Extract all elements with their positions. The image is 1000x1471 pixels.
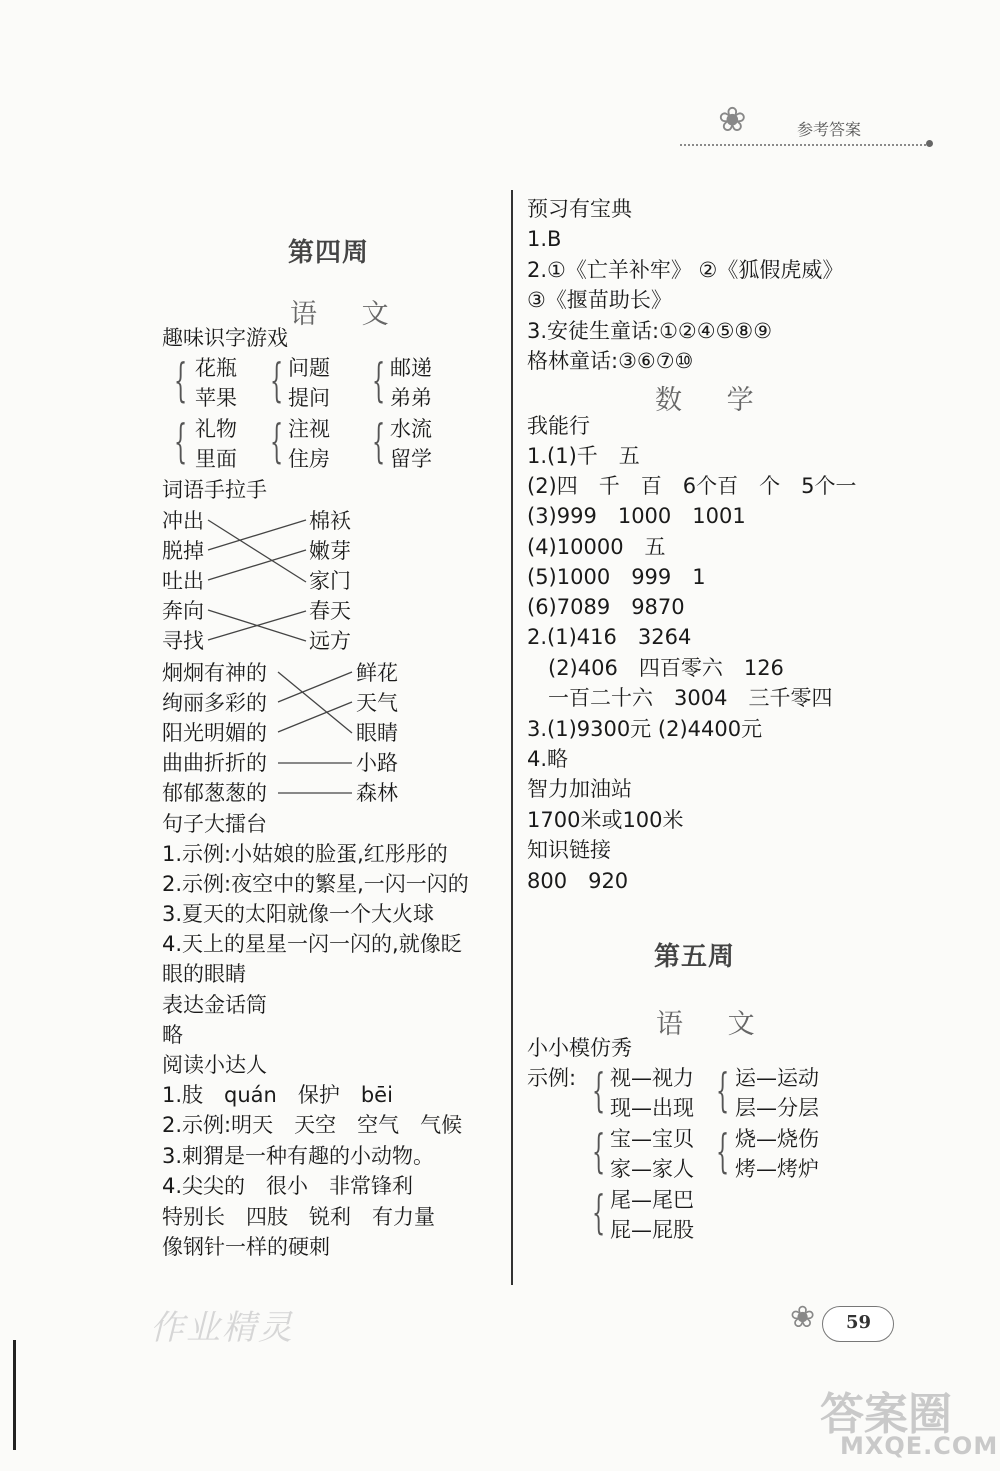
math-subject-title: 数 学 — [655, 385, 772, 416]
match-left-item: 炯炯有神的 — [162, 661, 267, 685]
section-title: 我能行 — [527, 414, 590, 438]
word: 宝—宝贝 — [610, 1127, 694, 1151]
match-left-item: 冲出 — [162, 509, 204, 533]
answer-line: 1.(1)千 五 — [527, 444, 640, 468]
match-line — [208, 520, 306, 582]
section-title: 小小模仿秀 — [527, 1036, 632, 1060]
chinese-subject-title: 语 文 — [656, 1009, 773, 1040]
match-left-item: 奔向 — [162, 599, 204, 623]
match-left-item: 脱掉 — [162, 539, 204, 563]
section-title: 词语手拉手 — [162, 478, 267, 502]
word: 烧—烧伤 — [735, 1127, 819, 1151]
matching-lines — [0, 0, 520, 820]
match-right-item: 棉袄 — [309, 509, 351, 533]
match-left-item: 阳光明媚的 — [162, 721, 267, 745]
word: 提问 — [288, 386, 330, 410]
brace-icon: { — [270, 414, 284, 468]
match-right-item: 森林 — [356, 781, 398, 805]
match-left-item: 吐出 — [162, 569, 204, 593]
match-line — [208, 520, 306, 550]
match-line — [208, 611, 306, 640]
match-left-item: 曲曲折折的 — [162, 751, 267, 775]
answer-line: 3.安徒生童话:①②④⑤⑧⑨ — [527, 319, 773, 343]
word: 花瓶 — [195, 356, 237, 380]
answer-line: 4.略 — [527, 747, 569, 771]
leaf-decoration-icon: ❀ — [790, 1300, 816, 1335]
answer-line: 4.天上的星星一闪一闪的,就像眨 — [162, 932, 462, 956]
match-left-item: 寻找 — [162, 629, 204, 653]
page-number: 59 — [846, 1312, 872, 1333]
word: 视—视力 — [610, 1066, 694, 1090]
header-title: 参考答案 — [797, 120, 862, 139]
word: 苹果 — [195, 386, 237, 410]
section-title: 知识链接 — [527, 838, 611, 862]
match-line — [278, 672, 352, 733]
answer-line: (2)406 四百零六 126 — [527, 656, 784, 680]
week5-title: 第五周 — [654, 942, 736, 972]
brace-icon: { — [592, 1063, 606, 1117]
brace-icon: { — [592, 1185, 606, 1239]
answer-line: 1.示例:小姑娘的脸蛋,红彤彤的 — [162, 842, 448, 866]
answer-line: ③《揠苗助长》 — [527, 288, 672, 312]
word: 运—运动 — [735, 1066, 819, 1090]
match-right-item: 眼睛 — [356, 721, 398, 745]
word: 烤—烤炉 — [735, 1157, 819, 1181]
example-prefix: 示例: — [527, 1066, 577, 1090]
word: 问题 — [288, 356, 330, 380]
word: 屁—屁股 — [610, 1218, 694, 1242]
match-line — [278, 672, 352, 702]
word: 水流 — [390, 417, 432, 441]
answer-line: (6)7089 9870 — [527, 595, 685, 619]
match-line — [208, 550, 306, 580]
section-title: 表达金话筒 — [162, 993, 267, 1017]
word: 邮递 — [390, 356, 432, 380]
brace-icon: { — [174, 353, 188, 407]
answer-line: 1.肢 quán 保护 bēi — [162, 1083, 393, 1107]
watermark-logo: 答案圈 — [820, 1389, 952, 1440]
brace-icon: { — [716, 1124, 730, 1178]
match-right-item: 家门 — [309, 569, 351, 593]
word: 层—分层 — [735, 1096, 819, 1120]
brace-icon: { — [270, 353, 284, 407]
brace-icon: { — [716, 1063, 730, 1117]
week4-title: 第四周 — [288, 238, 370, 268]
header-dot-icon — [926, 140, 933, 147]
answer-line: 3.(1)9300元 (2)4400元 — [527, 717, 763, 741]
answer-line: 一百二十六 3004 三千零四 — [527, 686, 833, 710]
leaf-decoration-icon: ❀ — [718, 100, 747, 140]
brace-icon: { — [372, 414, 386, 468]
answer-line: 格林童话:③⑥⑦⑩ — [527, 349, 694, 373]
word: 注视 — [288, 417, 330, 441]
word: 留学 — [390, 447, 432, 471]
section-title: 智力加油站 — [527, 777, 632, 801]
match-right-item: 鲜花 — [356, 661, 398, 685]
section-title: 趣味识字游戏 — [162, 326, 288, 350]
answer-line: 2.示例:夜空中的繁星,一闪一闪的 — [162, 872, 469, 896]
match-left-item: 绚丽多彩的 — [162, 691, 267, 715]
answer-line: 像钢针一样的硬刺 — [162, 1235, 330, 1259]
word: 里面 — [195, 447, 237, 471]
answer-line: (3)999 1000 1001 — [527, 504, 746, 528]
answer-line: 1.B — [527, 227, 562, 251]
header-divider — [680, 144, 930, 146]
match-line — [278, 702, 352, 732]
word: 现—出现 — [610, 1096, 694, 1120]
answer-line: 眼的眼睛 — [162, 962, 246, 986]
chinese-subject-title: 语 文 — [290, 299, 407, 330]
brace-icon: { — [174, 414, 188, 468]
answer-line: 特别长 四肢 锐利 有力量 — [162, 1205, 435, 1229]
brace-icon: { — [372, 353, 386, 407]
section-title: 阅读小达人 — [162, 1053, 267, 1077]
answer-line: (4)10000 五 — [527, 535, 666, 559]
answer-line: 3.夏天的太阳就像一个大火球 — [162, 902, 435, 926]
match-left-item: 郁郁葱葱的 — [162, 781, 267, 805]
word: 礼物 — [195, 417, 237, 441]
section-title: 句子大擂台 — [162, 812, 267, 836]
watermark-url: MXQE.COM — [840, 1432, 999, 1460]
answer-line: 3.刺猬是一种有趣的小动物。 — [162, 1144, 435, 1168]
answer-line: 800 920 — [527, 869, 629, 893]
word: 弟弟 — [390, 386, 432, 410]
match-right-item: 嫩芽 — [309, 539, 351, 563]
answer-line: 4.尖尖的 很小 非常锋利 — [162, 1174, 414, 1198]
match-right-item: 小路 — [356, 751, 398, 775]
brace-icon: { — [592, 1124, 606, 1178]
match-right-item: 远方 — [309, 629, 351, 653]
footer-brand: 作业精灵 — [150, 1308, 294, 1348]
answer-line: (5)1000 999 1 — [527, 565, 706, 589]
binding-edge — [13, 1340, 16, 1450]
answer-line: (2)四 千 百 6个百 个 5个一 — [527, 474, 857, 498]
answer-line: 2.①《亡羊补牢》 ②《狐假虎威》 — [527, 258, 844, 282]
section-title: 预习有宝典 — [527, 197, 632, 221]
word: 家—家人 — [610, 1157, 694, 1181]
match-right-item: 天气 — [356, 691, 398, 715]
word: 住房 — [288, 447, 330, 471]
answer-line: 2.示例:明天 天空 空气 气候 — [162, 1113, 463, 1137]
answer-line: 2.(1)416 3264 — [527, 625, 692, 649]
answer-line: 略 — [162, 1023, 183, 1047]
match-right-item: 春天 — [309, 599, 351, 623]
answer-line: 1700米或100米 — [527, 808, 684, 832]
word: 尾—尾巴 — [610, 1188, 694, 1212]
